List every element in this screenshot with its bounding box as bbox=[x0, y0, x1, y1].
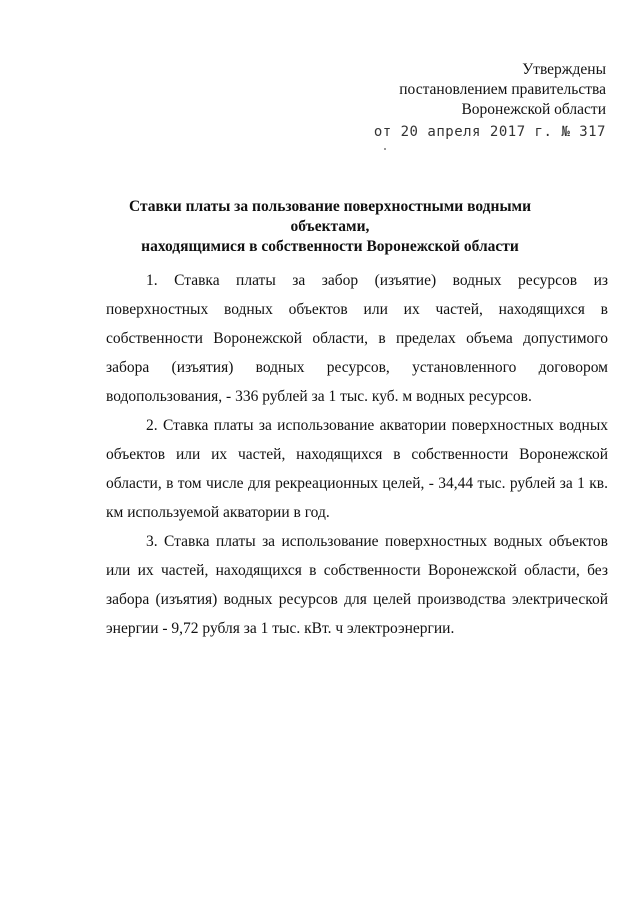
scan-speck bbox=[384, 148, 386, 150]
approval-date-stamp: от 20 апреля 2017 г. № 317 bbox=[373, 124, 606, 140]
approval-line-1: Утверждены bbox=[522, 61, 606, 78]
title-line-2: находящимися в собственности Воронежской области bbox=[141, 238, 519, 255]
approval-line-3: Воронежской области bbox=[461, 101, 606, 118]
approval-line-2: постановлением правительства bbox=[399, 81, 606, 98]
paragraph-1: 1. Ставка платы за забор (изъятие) водных ресурсов из поверхностных водных объектов или их частей, находящихся в собственности Воронежской области, в пределах объема допустимого забора (изъятия) водных ресурсов, установленного договором водопользования, - 336 рублей за 1 тыс. куб. м водных ресурсов. bbox=[106, 272, 608, 405]
approval-block bbox=[374, 60, 606, 142]
paragraph-2: 2. Ставка платы за использование акватории поверхностных водных объектов или их частей, находящихся в собственности Воронежской области, в том числе для рекреационных целей, - 34,44 тыс. рублей за 1 кв. км используемой акватории в год. bbox=[106, 417, 608, 521]
paragraph-3: 3. Ставка платы за использование поверхностных водных объектов или их частей, находящихся в собственности Воронежской области, без забора (изъятия) водных ресурсов для целей производства электрической энергии - 9,72 рубля за 1 тыс. кВт. ч электроэнергии. bbox=[106, 533, 608, 637]
document-body bbox=[106, 266, 608, 643]
document-title bbox=[100, 197, 560, 257]
title-line-1: Ставки платы за пользование поверхностными водными объектами, bbox=[128, 198, 532, 235]
